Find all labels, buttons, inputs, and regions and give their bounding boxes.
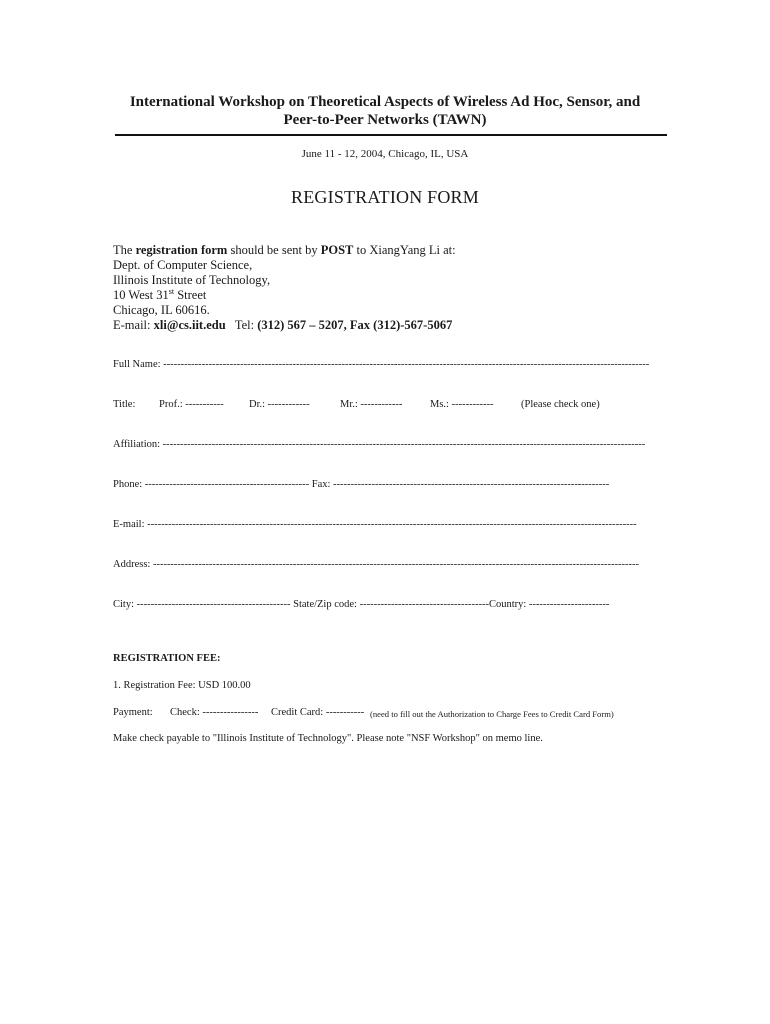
- address-dept: Dept. of Computer Science,: [113, 258, 253, 272]
- intro-text: The: [113, 243, 136, 257]
- title-line-1: International Workshop on Theoretical Aspects of Wireless Ad Hoc, Sensor, and: [129, 94, 641, 110]
- street-suffix: st: [168, 286, 175, 296]
- intro-bold-post: POST: [320, 243, 354, 257]
- payment-check[interactable]: Check: ----------------: [170, 707, 259, 718]
- address-street: [113, 288, 206, 303]
- title-option-dr[interactable]: Dr.: ------------: [249, 399, 310, 410]
- city-state-country-field[interactable]: City: -------------------------------------------- State/Zip code: -------------------------------------Country: -----------------------: [113, 599, 610, 610]
- email-field[interactable]: E-mail: --------------------------------------------------------------------------------------------------------------------------------------------: [113, 519, 637, 530]
- address-field[interactable]: Address: -------------------------------------------------------------------------------------------------------------------------------------------: [113, 559, 639, 570]
- intro-line: [113, 243, 456, 258]
- page-title: [90, 93, 680, 129]
- affiliation-field[interactable]: Affiliation: ------------------------------------------------------------------------------------------------------------------------------------------: [113, 439, 646, 450]
- check-memo-note: Make check payable to "Illinois Institute of Technology". Please note "NSF Workshop" on memo line.: [113, 733, 543, 744]
- full-name-field[interactable]: Full Name: -------------------------------------------------------------------------------------------------------------------------------------------: [113, 359, 650, 370]
- tel-label: Tel:: [225, 318, 258, 332]
- payment-credit-card[interactable]: Credit Card: -----------: [271, 707, 365, 718]
- email-label: E-mail:: [113, 318, 154, 332]
- title-line-2: Peer-to-Peer Networks (TAWN): [283, 112, 487, 128]
- title-option-mr[interactable]: Mr.: ------------: [340, 399, 403, 410]
- title-label: Title:: [113, 399, 136, 410]
- street-number: 10 West 31: [113, 288, 169, 302]
- workshop-dates: June 11 - 12, 2004, Chicago, IL, USA: [301, 148, 469, 160]
- intro-text-mid: should be sent by: [227, 243, 321, 257]
- address-institute: Illinois Institute of Technology,: [113, 273, 271, 287]
- intro-bold-form: registration form: [135, 243, 228, 257]
- contact-phone: (312) 567 – 5207, Fax (312)-567-5067: [257, 318, 453, 332]
- payment-label: Payment:: [113, 707, 153, 718]
- form-title: REGISTRATION FORM: [291, 187, 479, 207]
- title-option-ms[interactable]: Ms.: ------------: [430, 399, 494, 410]
- street-name: Street: [174, 288, 207, 302]
- title-option-prof[interactable]: Prof.: -----------: [159, 399, 224, 410]
- registration-fee-heading: REGISTRATION FEE:: [113, 653, 221, 664]
- phone-fax-field[interactable]: Phone: ----------------------------------------------- Fax: -------------------------------------------------------------------------------: [113, 479, 610, 490]
- contact-email: xli@cs.iit.edu: [153, 318, 226, 332]
- intro-text-end: to XiangYang Li at:: [353, 243, 456, 257]
- registration-fee-item: 1. Registration Fee: USD 100.00: [113, 680, 251, 691]
- credit-card-note: (need to fill out the Authorization to Charge Fees to Credit Card Form): [370, 709, 614, 719]
- title-check-note: (Please check one): [521, 399, 600, 410]
- contact-line: [113, 318, 452, 333]
- title-divider: [115, 134, 667, 136]
- address-city: Chicago, IL 60616.: [113, 303, 210, 317]
